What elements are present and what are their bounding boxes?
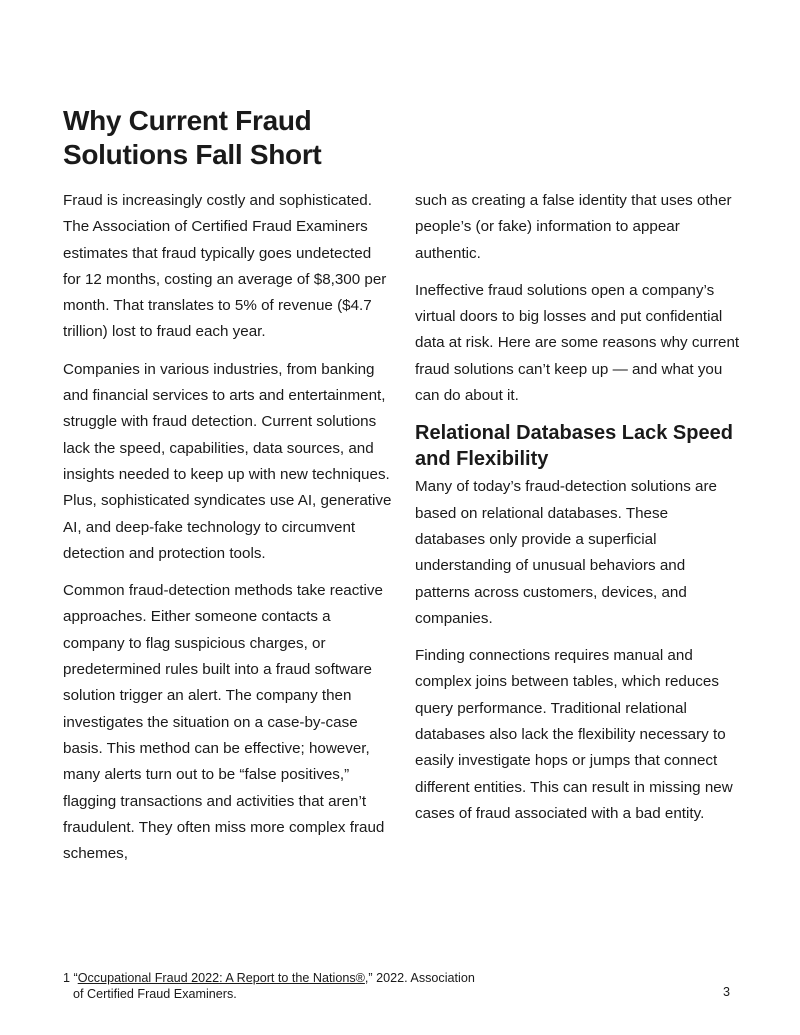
paragraph-relational-databases: Many of today’s fraud-detection solutions are based on relational databases. These databases only provide a superficial understanding of unusual behaviors and patterns across customers, devices, and companies. (415, 478, 717, 627)
paragraph-fraud-costs: Fraud is increasingly costly and sophisticated. The Association of Certified Fraud Examiners estimates that fraud typically goes undetected for 12 months, costing an average of $8,300 per month. That translates to 5% of revenue ($4.7 trillion) lost to fraud each year. (63, 192, 387, 341)
footnote (63, 970, 533, 1002)
footnote-link[interactable]: Occupational Fraud 2022: A Report to the Nations® (77, 971, 365, 985)
paragraph-detection-methods: Common fraud-detection methods take reactive approaches. Either someone contacts a company to flag suspicious charges, or predetermined rules built into a fraud software solution trigger an alert. The company then investigates the situation on a case-by-case basis. This method can be effective; however, many alerts turn out to be “false positives,” flagging transactions and activities that aren’t fraudulent. They often miss more complex fraud schemes, (63, 582, 385, 863)
paragraph-industries: Companies in various industries, from banking and financial services to arts and entertainment, struggle with fraud detection. Current solutions lack the speed, capabilities, data sources, and insights needed to keep up with new techniques. Plus, sophisticated syndicates use AI, generative AI, and deep-fake technology to circumvent detection and protection tools. (63, 360, 392, 562)
paragraph-false-identity: such as creating a false identity that uses other people’s (or fake) information to appear authentic. (415, 192, 732, 262)
left-column (63, 188, 393, 878)
footnote-number: 1 “ (63, 971, 78, 985)
page-title-line-1: Why Current Fraud (63, 105, 312, 136)
footnote-after-link: ,” 2022. Association (364, 971, 475, 985)
section-heading: Relational Databases Lack Speed and Flexibility (415, 422, 733, 471)
paragraph-finding-connections: Finding connections requires manual and complex joins between tables, which reduces query performance. Traditional relational databases also lack the flexibility necessary to easily investigate hops or jumps that connect different entities. This can result in missing new cases of fraud associated with a bad entity. (415, 647, 733, 822)
footnote-line-2: of Certified Fraud Examiners. (73, 987, 237, 1001)
right-column (415, 188, 740, 838)
page-title (63, 104, 403, 172)
page-number: 3 (723, 985, 731, 999)
paragraph-ineffective-solutions: Ineffective fraud solutions open a company’s virtual doors to big losses and put confidential data at risk. Here are some reasons why current fraud solutions can’t keep up — and what you can do about it. (415, 281, 740, 405)
page-title-line-2: Solutions Fall Short (63, 139, 322, 170)
